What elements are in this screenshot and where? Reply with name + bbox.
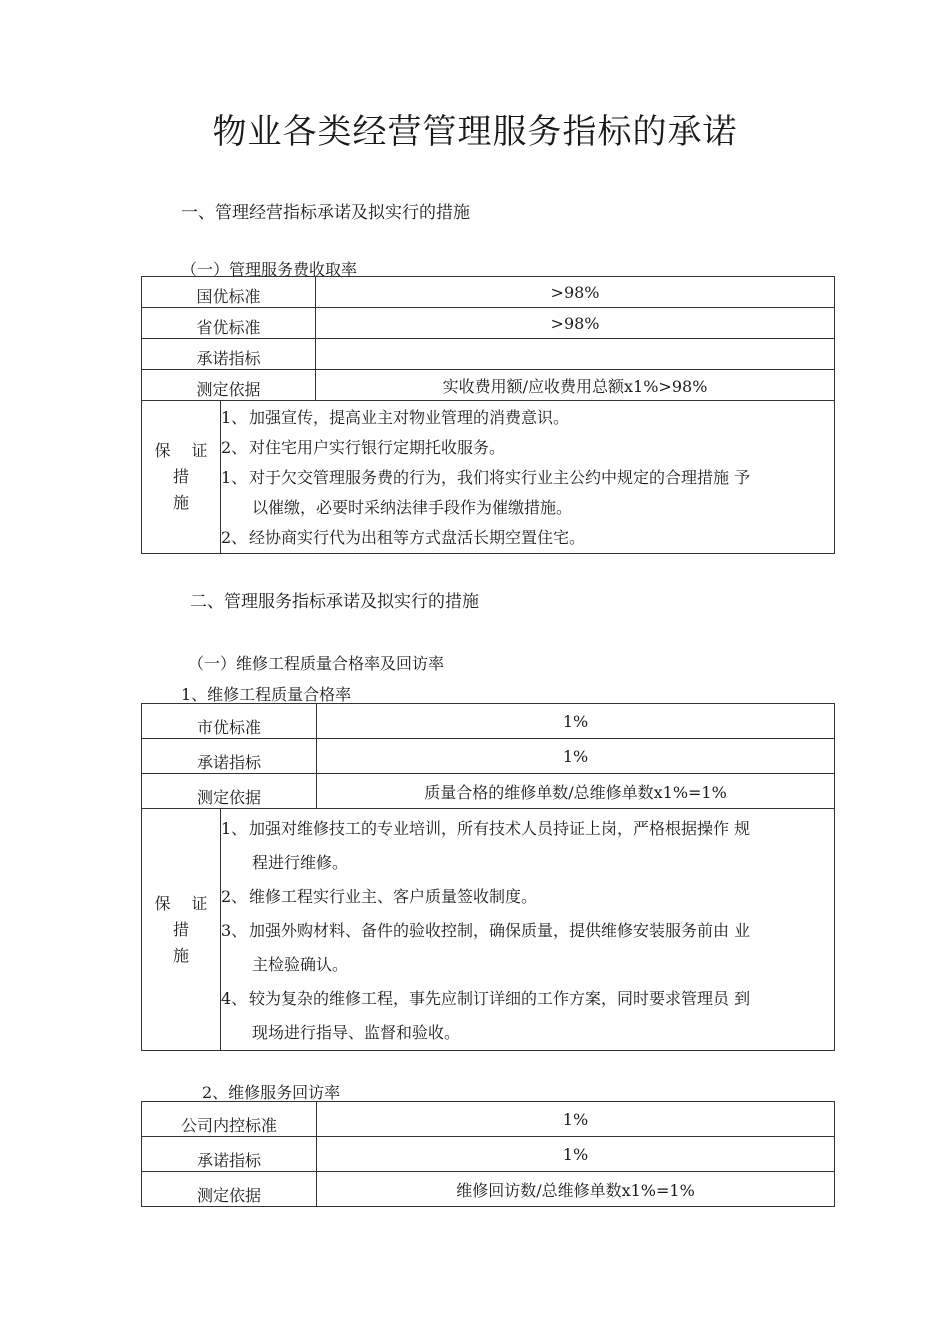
table-row — [142, 1137, 835, 1172]
row-label: 承诺指标 — [142, 739, 317, 774]
table-row — [142, 277, 835, 308]
section-1-subheading: （一）管理服务费收取率 — [181, 260, 358, 279]
measures-list — [221, 809, 835, 1051]
measures-row — [142, 809, 835, 1051]
row-label: 承诺指标 — [142, 1137, 317, 1172]
section-2-heading: 二、管理服务指标承诺及拟实行的措施 — [190, 592, 479, 612]
row-value: 实收费用额/应收费用总额x1%>98% — [316, 370, 835, 401]
row-value: >98% — [316, 308, 835, 339]
row-label: 省优标准 — [142, 308, 316, 339]
measures-row — [142, 401, 835, 554]
list-item: 4、 较为复杂的维修工程，事先应制订详细的工作方案，同时要求管理员 到 现场进行指导、监督和验收。 — [221, 989, 751, 1042]
list-item: 2、 对住宅用户实行银行定期托收服务。 — [221, 438, 506, 457]
measures-label: 保 证 措 施 — [142, 809, 221, 1051]
section-2-subheading: （一）维修工程质量合格率及回访率 — [188, 654, 445, 673]
row-value: 质量合格的维修单数/总维修单数x1%=1% — [317, 774, 835, 809]
list-item: 1、 对于欠交管理服务费的行为，我们将实行业主公约中规定的合理措施 予 以催缴，必要时采纳法律手段作为催缴措施。 — [221, 468, 751, 517]
row-value: 1% — [317, 1137, 835, 1172]
list-item: 2、 维修工程实行业主、客户质量签收制度。 — [221, 887, 538, 906]
return-visit-table — [141, 1101, 835, 1207]
measures-list — [221, 401, 835, 554]
row-label: 测定依据 — [142, 370, 316, 401]
row-value: 维修回访数/总维修单数x1%=1% — [317, 1172, 835, 1207]
row-value: 1% — [317, 739, 835, 774]
table-row — [142, 308, 835, 339]
table-row — [142, 339, 835, 370]
fee-collection-table — [141, 276, 835, 554]
table-row — [142, 774, 835, 809]
table-1-heading: 1、维修工程质量合格率 — [181, 685, 352, 704]
row-label: 市优标准 — [142, 704, 317, 739]
list-item: 2、 经协商实行代为出租等方式盘活长期空置住宅。 — [221, 528, 586, 547]
table-row — [142, 1102, 835, 1137]
row-label: 测定依据 — [142, 1172, 317, 1207]
list-item: 3、 加强外购材料、备件的验收控制，确保质量，提供维修安装服务前由 业 主检验确认。 — [221, 921, 751, 974]
list-item: 1、 加强对维修技工的专业培训，所有技术人员持证上岗，严格根据操作 规 程进行维修。 — [221, 819, 751, 872]
row-label: 国优标准 — [142, 277, 316, 308]
table-row — [142, 739, 835, 774]
row-label: 测定依据 — [142, 774, 317, 809]
row-value: 1% — [317, 1102, 835, 1137]
section-1-heading: 一、管理经营指标承诺及拟实行的措施 — [181, 203, 470, 223]
row-value — [316, 339, 835, 370]
measures-label: 保 证 措 施 — [142, 401, 221, 554]
table-row — [142, 704, 835, 739]
repair-quality-table — [141, 703, 835, 1051]
page-title: 物业各类经营管理服务指标的承诺 — [212, 112, 738, 152]
table-2-heading: 2、维修服务回访率 — [202, 1083, 341, 1102]
row-label: 承诺指标 — [142, 339, 316, 370]
row-value: 1% — [317, 704, 835, 739]
table-row — [142, 1172, 835, 1207]
table-row — [142, 370, 835, 401]
row-value: >98% — [316, 277, 835, 308]
list-item: 1、 加强宣传，提高业主对物业管理的消费意识。 — [221, 408, 570, 427]
row-label: 公司内控标准 — [142, 1102, 317, 1137]
